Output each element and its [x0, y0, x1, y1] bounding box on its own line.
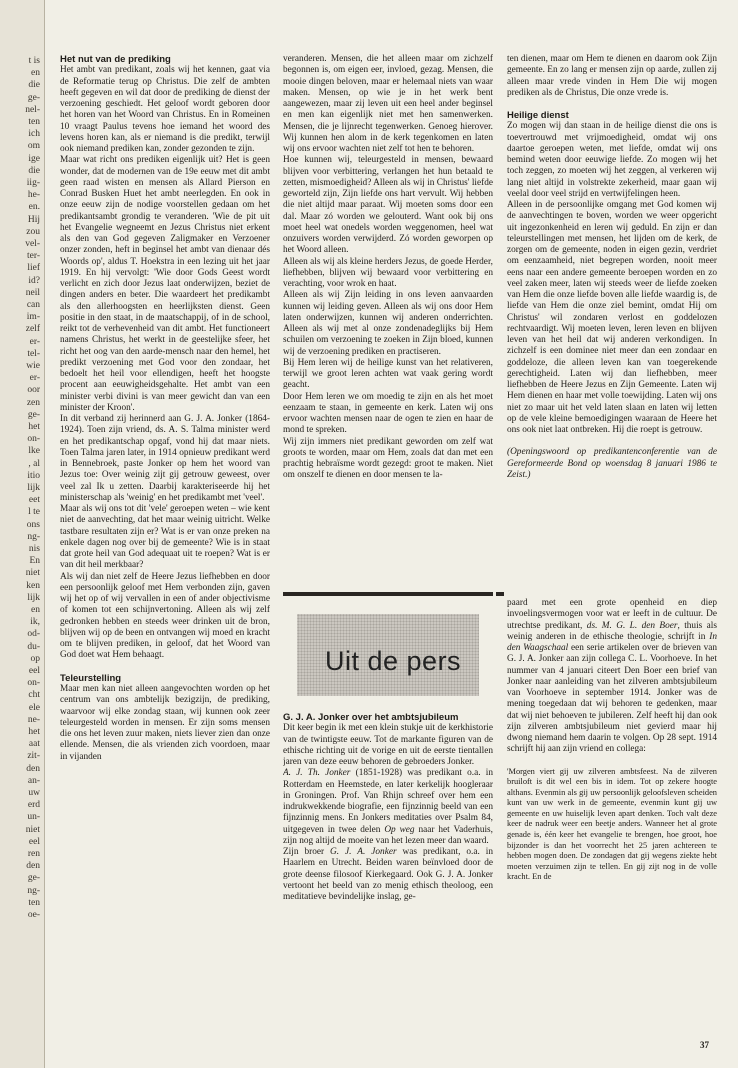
gutter-fragment: en.	[28, 202, 40, 213]
column-2	[283, 54, 493, 582]
paragraph: Als wij dan niet zelf de Heere Jezus liefhebben en door een persoonlijk geloof met Hem verbonden zijn, gaven wij het op of wij vervallen in een of ander objectivisme of komen tot een schijnvertoning. Alleen als wij zelf gedronken hebben en steeds weer drinken uit de bron, blijven wij op de been en ontvangen wij moed en kracht om te blijven prediken, in geloof, dat het Woord van God doet wat Hem behaagt.	[60, 571, 270, 661]
column-4	[283, 712, 493, 1052]
gutter-fragment: ken	[26, 580, 40, 591]
paragraph: Dit keer begin ik met een klein stukje uit de kerkhistorie van de twintigste eeuw. Tot de markante figuren van de ethische richting uit de vorige en uit de eerste tientallen jaren van deze eeuw behoren de gebroeders Jonker.	[283, 723, 493, 768]
source-note: (Openingswoord op predikantenconferentie van de Gereformeerde Bond op woensdag 8 januari 1986 te Zeist.)	[507, 447, 717, 480]
gutter-fragment: die	[28, 80, 40, 91]
gutter-fragment: zen	[26, 397, 40, 408]
gutter-fragment: t is	[28, 56, 40, 66]
gutter-fragment: ter-	[27, 251, 40, 262]
gutter-fragment: het	[28, 422, 40, 432]
gutter-fragment: ng-	[27, 531, 40, 542]
gutter-fragment: ren	[27, 849, 40, 859]
section-rule	[283, 592, 493, 596]
gutter-fragment: om	[27, 141, 40, 152]
gutter-fragment: un-	[27, 812, 40, 823]
gutter-fragment: ons	[26, 519, 40, 530]
gutter-fragment: den	[26, 861, 40, 872]
quote-paragraph: 'Morgen viert gij uw zilveren ambtsfeest. Na de zilveren bruiloft is dit wel een bis in idem. Tot op zekere hoogte althans. Evenmin als gij uw persoonlijk geloofsleven scheiden kunt van uw werk in de gemeente, evenmin kunt gij uw gemeente en uw huiselijk leven apart denken. Toch valt deze keer de nadruk weer een beetje anders. Wanneer het al grote genade is, één keer het evangelie te brengen, hoe groot, hoe bijzonder is dan het voorrecht het 25 jaren achtereen te hebben mogen doen. De zondagen dat gij wegens ziekte hebt moeten verzuimen zijn te tellen. En gij zijt nog in de volle kracht. En de	[507, 766, 717, 882]
gutter-fragment: zelf	[25, 324, 40, 335]
gutter-fragment: ich	[28, 129, 40, 140]
paragraph: Maar als wij ons tot dit 'vele' geroepen weten – wie kent niet de aanvechting, dat het maar weinig uitricht. Welke tastbare resultaten zijn er? Wat is er van onze preken na enkele dagen nog over bij de gemeente? Wie is in staat dat grote heil van God adequaat uit te roepen? Wat is er van dit heil merkbaar?	[60, 504, 270, 571]
gutter-fragment: nis	[28, 544, 40, 554]
gutter-fragment: zit-	[27, 751, 40, 762]
paragraph	[283, 768, 493, 847]
heading-het-nut: Het nut van de prediking	[60, 54, 171, 65]
text-span: (1851-1928) was predikant o.a. in Rotterdam en Heemstede, en later kerkelijk hoogleraar in Groningen. Prof. Van Rhijn schreef over hem een indrukwekkende biografie, een fijnzinnig beeld van een fijnzinnig mens. En Jonkers meditaties over Psalm 84, uitgegeven in twee delen	[283, 768, 493, 835]
column-1	[60, 54, 270, 1054]
gutter-fragment: en	[31, 605, 40, 615]
paragraph: Wij zijn immers niet predikant geworden om zelf wat groots te worden, maar om Hem, zoals dat dan met een prachtig hebraïsme wordt gezegd: groot te maken. Niet om onszelf te dienen en door mensen te la-	[283, 436, 493, 481]
gutter-fragment: Hij	[27, 214, 40, 225]
paragraph: ten dienen, maar om Hem te dienen en daarom ook Zijn gemeente. En zo lang er mensen zijn op aarde, zullen zij alleen maar vrede vinden in Hem Die wij mogen prediken als de Christus, Die onze vrede is.	[507, 54, 717, 98]
gutter-fragment: ne-	[27, 714, 40, 725]
text-span: Zijn broer	[283, 847, 331, 858]
heading-heilige-dienst: Heilige dienst	[507, 110, 569, 121]
paragraph: Het ambt van predikant, zoals wij het kennen, gaat via de Reformatie terug op Christus. Die zelf de ambten heeft gegeven en wil dat door de prediking de dienst der verzoening geschiedt. Het geloof wordt geboren door het horen van het Woord van Christus. En in Romeinen 10 vraagt Paulus tevens hoe iemand het woord des levens horen kan, als er niemand is die predikt, terwijl ook niemand prediken kan, zonder gezonden te zijn.	[60, 65, 270, 155]
gutter-fragment: wie	[26, 361, 40, 371]
gutter-fragment: ng-	[27, 885, 40, 896]
gutter-fragment: den	[26, 763, 40, 774]
gutter-fragment: erd	[27, 800, 40, 811]
section-banner	[297, 614, 479, 696]
paragraph	[283, 847, 493, 903]
gutter-fragment: iig-	[26, 178, 40, 188]
gutter-fragment: en	[31, 68, 40, 79]
section-rule	[496, 592, 504, 596]
banner-title: Uit de pers	[325, 646, 462, 676]
column-5	[507, 598, 717, 1038]
gutter-fragment: neil	[25, 287, 40, 298]
heading-teleurstelling: Teleurstelling	[60, 672, 122, 684]
gutter-fragment: ten	[28, 117, 40, 127]
gutter-fragment: ele	[28, 702, 40, 713]
gutter-fragment: aat	[28, 739, 40, 750]
gutter-fragment: het	[28, 727, 40, 737]
paragraph: veranderen. Mensen, die het alleen maar om zichzelf begonnen is, om eigen eer, invloed, gezag. Mensen, die mooie dingen beloven, maar er helemaal niets van waar maken. Mensen, op wie je in het werk bent aangewezen, maar zij leven uit een heel ander beginsel en men kan eigenlijk niet met hen samenwerken. Mensen, die je lijnrecht tegenwerken. Genoeg hierover. Wij kunnen hen alom in de kerk tegenkomen en laten wij ons ervoor wachten niet zelf tot hen te behoren.	[283, 54, 493, 154]
gutter-fragment: l te	[28, 507, 40, 518]
column-3	[507, 54, 717, 554]
gutter-fragment: lief	[27, 263, 40, 274]
page-number: 37	[700, 1040, 709, 1050]
paragraph: Hoe kunnen wij, teleurgesteld in mensen, bewaard blijven voor verbittering, verlangen het hun betaald te zetten, mismoedigheid? Alleen als wij in Christus' liefde geworteld zijn, Zijn liefde ons hart vervult. Wij hebben die niet altijd maar paraat. Wij moeten soms door een dal. Maar zó worden we gelouterd. Want ook bij ons moet heel wat onedels worden weggenomen, heel wat onzuivers worden verwijderd. Zó worden geworpen op het Woord alleen.	[283, 155, 493, 256]
gutter-fragment: niet	[25, 824, 40, 835]
gutter-fragment: im-	[26, 312, 40, 323]
gutter-fragment: ik,	[30, 617, 40, 628]
gutter-fragment: nel-	[25, 104, 40, 115]
book-title: Op weg	[384, 824, 415, 835]
gutter-fragment: cht	[28, 690, 40, 701]
paragraph: In dit verband zij herinnerd aan G. J. A. Jonker (1864-1924). Toen zijn vriend, ds. A. S. Talma minister werd en het predikantschap opgaf, vond hij dat maar niets. Toen Talma jaren later, in 1914 opnieuw predikant werd in Bennebroek, paste Jonker op hem het woord van Jezus toe: Over weinig zijt gij getrouw geweest, over veel zal Ik u zetten. Daarbij karakteriseerde hij het ministerschap als 'weinig' en het predikambt met 'veel'.	[60, 414, 270, 503]
person-name: A. J. Th. Jonker	[283, 768, 351, 779]
gutter-fragment: die	[28, 165, 40, 176]
person-name: ds. M. G. L. den Boer	[586, 620, 678, 631]
gutter-fragment: tel-	[27, 348, 40, 359]
gutter-fragment: he-	[27, 190, 40, 201]
paragraph: Zo mogen wij dan staan in de heilige dienst die ons is toevertrouwd met vrijmoedigheid, omdat wij ons daartoe geroepen weten, met liefde, omdat wij ons bemind weten door eeuwige liefde. Zo mogen wij het toch zeggen, zo moeten wij het zeggen, al verkeren wij lang niet altijd in volstrekte zekerheid, maar gaan wij veelal door veel strijd en vertwijfelingen heen.	[507, 121, 717, 199]
paragraph: Bij Hem leren wij de heilige kunst van het relativeren, terwijl we groot leren achten wat vaak gering wordt geacht.	[283, 357, 493, 391]
paragraph: Alleen als wij als kleine herders Jezus, de goede Herder, liefhebben, blijven wij bewaard voor verbittering en verachting, voor wrok en haat.	[283, 256, 493, 289]
gutter-fragment: ge-	[27, 409, 40, 420]
gutter-fragment: , al	[28, 458, 40, 469]
gutter-fragment: oe-	[27, 910, 40, 920]
text-span: paard met een grote openheid en diep invoelingsvermogen voor wat er leeft in de cultuur. De utrechtse predikant,	[507, 598, 717, 631]
text-span: naar het Vaderhuis, zijn nog altijd de moeite van het lezen meer dan waard.	[283, 824, 493, 846]
gutter-fragment: oor	[27, 385, 40, 396]
text-span: was predikant, o.a. in Haarlem en Utrecht. Beiden waren beïnvloed door de grote deense filosoof Kierkegaard. Ook G. J. A. Jonker vertoont het beeld van zo menig ethisch theoloog, een meditatieve bevindelijke inslag, ge-	[283, 847, 493, 903]
gutter-fragment: lke	[28, 446, 40, 457]
gutter-fragment: on-	[27, 678, 40, 689]
gutter-fragment: od-	[27, 629, 40, 640]
gutter-fragment: En	[29, 556, 40, 567]
publication-title: In den Waagschaal	[507, 631, 717, 653]
paragraph: Maar men kan niet alleen aangevochten worden op het centrum van ons ambtelijk bezigzijn, de prediking, waarvoor wij elke zondag staan, wij kunnen ook zeer teleurgesteld worden in mensen. Er zijn soms mensen die ons het leven zuur maken, niets liever zien dan onze ellende. Mensen, die als vrienden zich voordoen, maar in vijanden	[60, 684, 270, 762]
previous-page-gutter	[0, 0, 45, 1068]
gutter-fragment: ten	[28, 897, 40, 908]
gutter-fragment: er-	[29, 373, 40, 384]
gutter-fragment: du-	[27, 641, 40, 652]
gutter-fragment: er-	[29, 336, 40, 347]
paragraph	[507, 598, 717, 756]
gutter-fragment: ige	[28, 153, 40, 164]
paragraph: Maar wat richt ons prediken eigenlijk uit? Het is geen wonder, dat de modernen van de 19e eeuw met dit ambt geen raad wisten en mensen als Allard Pierson en Conrad Busken Huet het ambt neerlegden. En ook in onze eeuw zijn de nodige voorstellen gedaan om het predikantsambt grondig te veranderen. 'Wie de pit uit het Evangelie wegneemt en Jezus Christus niet erkent als den van God gegeven Zaligmaker en Verzoener onzer zonden, heft in beginsel het ambt van dienaar dés Woords op', aldus T. Hoekstra in een lezing uit het jaar 1919. En hij vervolgt: 'Wie door Gods Geest wordt verlicht en zich door Jezus laat onderwijzen, beziet de dingen anders en beter. Die waardeert het predikambt als den allerhoogsten en heerlijksten dienst. Geen positie in den staat, in de maatschappij, of in de school, reikt tot de verhevenheid van dit ambt. Het functioneert namens Christus, het werkt in de geestelijke sfeer, het richt het oog van den aarde-mensch naar den hemel, het predikt verzoening met God voor den zondaar, het bedoelt het heil voor ellendigen, heeft het hoogste procent aan eeuwigheidsgehalte. Het ambt van een minister verbi divini is van meer gewicht dan van een minister der Kroon'.	[60, 155, 270, 413]
gutter-fragment: ge-	[27, 92, 40, 103]
gutter-fragment: on-	[27, 434, 40, 445]
gutter-fragment: itio	[27, 470, 40, 481]
paragraph: Door Hem leren we om moedig te zijn en als het moet eenzaam te staan, in gemeente en kerk. Laten wij ons ervoor wachten mensen naar de ogen te zien en haar de mond te spreken.	[283, 391, 493, 436]
gutter-fragment: can	[26, 300, 40, 310]
person-name: G. J. A. Jonker	[330, 847, 397, 858]
gutter-fragment: op	[30, 653, 40, 664]
gutter-fragment: ge-	[27, 873, 40, 884]
text-span: , thuis als weinig anderen in de ethische theologie, schrijft in	[507, 620, 717, 642]
paragraph: Alleen als wij Zijn leiding in ons leven aanvaarden kunnen wij leiding geven. Alleen als wij ons door Hem laten onderwijzen, kunnen wij anderen onderrichten. Alleen als wij met al onze zondenadeglijks bij Hem schuilen om verzoening te zoeken in Zijn bloed, kunnen wij de verzoening prediken en practiseren.	[283, 290, 493, 357]
gutter-fragment: an-	[27, 775, 40, 786]
gutter-fragment: niet	[25, 568, 40, 579]
gutter-fragment: uw	[28, 788, 40, 798]
paragraph: Alleen in de persoonlijke omgang met God komen wij de aanvechtingen te boven, worden we weer opgericht uit ingezonkenheid en leren wij geduld. En zijn er dan teleurstellingen met mensen, het lijden om de kerk, de zorgen om de gemeente, noden in eigen gezin, verdriet om eenzaamheid, niet begrepen worden, nooit meer eens naar een andere gemeente beroepen worden en zo veel zaken meer, laten wij steeds weer de liefde zoeken van Hem die onze liefde boven alle liefde waardig is, de liefde van Hem die onze ziel bemint, omdat Hij om Christus' wil zondaren verlost en goddelozen rechtvaardigt. Wij moeten leven, leren leven en blijven leven van het heil dat wij anderen verkondigen. In zichzelf is een domineе niet meer dan een zondaar en goddeloze, die alleen leven kan van toegerekende gerechtigheid. Laten wij dan liefhebben, meer liefhebben de Heere Jezus en Zijn Gemeente. Laten wij Hem dienen en haar met volle toewijding. Laten wij ons niet zo maar uit het veld laten slaan en laten wij letten op de vele kleine bemoedigingen waaraan de Heere het ons ook niet laat ontbreken. Hij die roept is getrouw.	[507, 200, 717, 436]
gutter-fragment: lijk	[27, 592, 40, 603]
gutter-fragment: vel-	[25, 239, 40, 249]
gutter-fragment: eel	[28, 836, 40, 847]
article-heading: G. J. A. Jonker over het ambtsjubileum	[283, 712, 459, 723]
gutter-fragment: eet	[28, 495, 40, 506]
gutter-fragment: eel	[28, 666, 40, 676]
gutter-fragment: zou	[26, 226, 40, 237]
text-span: een serie artikelen over de brieven van G. J. A. Jonker aan zijn collega C. L. Voorhoeve. In het nummer van 4 januari citeert Den Boer een brief van Jonker naar aanleiding van het zilveren ambtsjubileum van Voorhoeve in september 1914. Jonker was de mening toegedaan dat wij behoren te gedenken, maar dat wij niet behoeven te jubileren. Zelf heeft hij dan ook zijn zilveren ambtsjubileum niet gevierd maar hij dwong niemand hem daarin te volgen. Op 28 sept. 1914 schrijft hij aan zijn vriend en collega:	[507, 643, 717, 755]
gutter-fragment: id?	[28, 275, 40, 286]
gutter-fragment: lijk	[27, 483, 40, 493]
